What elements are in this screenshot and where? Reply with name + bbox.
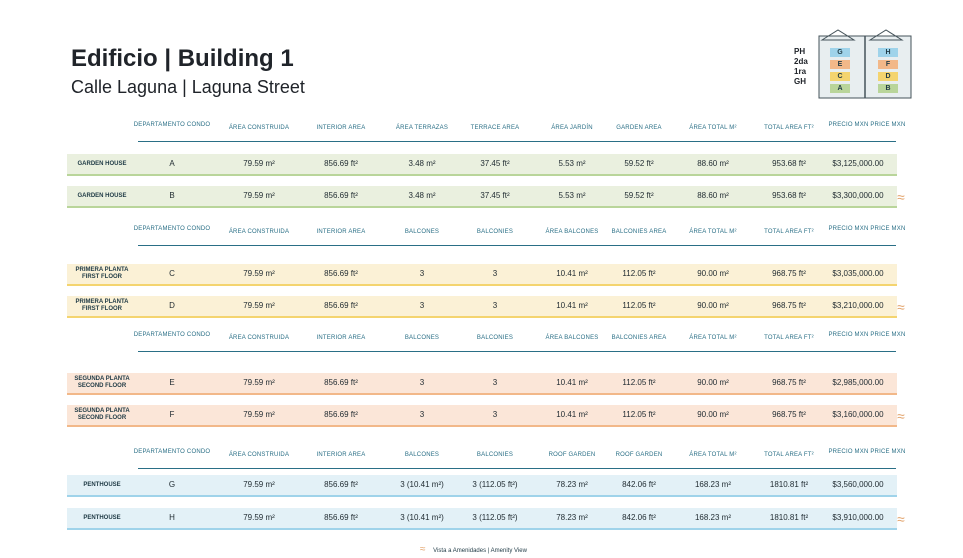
column-header: TOTAL AREA FT²: [764, 452, 814, 458]
table-cell: 856.69 ft²: [324, 269, 358, 278]
wave-icon: ≈: [420, 544, 426, 555]
table-cell: 842.06 ft²: [622, 480, 656, 489]
price-cell: $2,985,000.00: [832, 378, 884, 387]
unit-id: C: [169, 269, 175, 278]
table-cell: 10.41 m²: [556, 378, 588, 387]
unit-id: A: [169, 159, 175, 168]
table-row: [67, 373, 897, 395]
table-cell: 856.69 ft²: [324, 480, 358, 489]
table-cell: 856.69 ft²: [324, 378, 358, 387]
table-cell: 78.23 m²: [556, 513, 588, 522]
table-cell: 3: [492, 301, 498, 310]
table-cell: 3 (112.05 ft²): [472, 480, 518, 489]
table-row: [67, 296, 897, 318]
table-cell: 3 (10.41 m²): [400, 513, 444, 522]
table-cell: 3: [419, 301, 425, 310]
table-cell: 10.41 m²: [556, 410, 588, 419]
row-type-label: PRIMERA PLANTA FIRST FLOOR: [75, 267, 129, 280]
table-cell: 953.68 ft²: [772, 159, 806, 168]
floor-label-gh: GH: [794, 77, 806, 86]
table-cell: 79.59 m²: [243, 410, 275, 419]
price-cell: $3,125,000.00: [832, 159, 884, 168]
diagram-unit-f: F: [878, 60, 898, 69]
footer-legend: [420, 544, 527, 555]
table-cell: 78.23 m²: [556, 480, 588, 489]
table-cell: 842.06 ft²: [622, 513, 656, 522]
table-row: [67, 264, 897, 286]
unit-id: E: [169, 378, 175, 387]
table-cell: 3: [492, 410, 498, 419]
table-cell: 968.75 ft²: [772, 378, 806, 387]
table-cell: 79.59 m²: [243, 191, 275, 200]
column-header: BALCONIES AREA: [611, 335, 667, 341]
table-cell: 856.69 ft²: [324, 159, 358, 168]
column-header: DEPARTAMENTO CONDO: [133, 449, 211, 455]
column-header: ÁREA BALCONES: [545, 229, 599, 235]
table-row: [67, 475, 897, 497]
column-header: ÁREA TOTAL M²: [689, 452, 737, 458]
header-divider: [138, 141, 896, 142]
column-header: ÁREA CONSTRUIDA: [228, 452, 290, 458]
table-cell: 79.59 m²: [243, 301, 275, 310]
column-header: INTERIOR AREA: [316, 125, 366, 131]
column-header: ÁREA BALCONES: [545, 335, 599, 341]
price-cell: $3,910,000.00: [832, 513, 884, 522]
table-cell: 3.48 m²: [408, 191, 436, 200]
table-cell: 3: [492, 269, 498, 278]
table-cell: 79.59 m²: [243, 513, 275, 522]
table-cell: 88.60 m²: [697, 191, 729, 200]
column-header: ÁREA CONSTRUIDA: [228, 229, 290, 235]
table-cell: 1810.81 ft²: [769, 513, 809, 522]
price-cell: $3,160,000.00: [832, 410, 884, 419]
column-header: ÁREA TOTAL M²: [689, 335, 737, 341]
table-cell: 10.41 m²: [556, 301, 588, 310]
column-header: ROOF GARDEN: [615, 452, 663, 458]
amenity-view-wave-icon: ≈: [897, 408, 905, 424]
table-cell: 1810.81 ft²: [769, 480, 809, 489]
column-header: ÁREA CONSTRUIDA: [228, 335, 290, 341]
table-cell: 3: [419, 269, 425, 278]
column-header: TERRACE AREA: [470, 125, 520, 131]
column-header: PRECIO MXN PRICE MXN: [828, 226, 906, 232]
column-header: GARDEN AREA: [616, 125, 662, 131]
table-cell: 168.23 m²: [694, 480, 732, 489]
column-header: ÁREA JARDÍN: [551, 125, 593, 131]
table-cell: 5.53 m²: [558, 159, 586, 168]
column-header: INTERIOR AREA: [316, 452, 366, 458]
column-header: ÁREA TOTAL M²: [689, 229, 737, 235]
table-cell: 3 (112.05 ft²): [472, 513, 518, 522]
column-header: BALCONES: [404, 335, 440, 341]
amenity-view-wave-icon: ≈: [897, 299, 905, 315]
column-header: INTERIOR AREA: [316, 335, 366, 341]
row-type-label: PRIMERA PLANTA FIRST FLOOR: [75, 299, 129, 312]
column-header: BALCONES: [404, 229, 440, 235]
table-cell: 112.05 ft²: [622, 378, 656, 387]
header-divider: [138, 351, 896, 352]
header-divider: [138, 245, 896, 246]
table-cell: 79.59 m²: [243, 269, 275, 278]
amenity-view-wave-icon: ≈: [897, 511, 905, 527]
table-cell: 79.59 m²: [243, 480, 275, 489]
page-subtitle: Calle Laguna | Laguna Street: [71, 77, 305, 97]
table-cell: 856.69 ft²: [324, 410, 358, 419]
table-cell: 168.23 m²: [694, 513, 732, 522]
diagram-unit-c: C: [830, 72, 850, 81]
row-type-label: PENTHOUSE: [83, 514, 121, 521]
column-header: BALCONES: [404, 452, 440, 458]
table-cell: 79.59 m²: [243, 378, 275, 387]
unit-id: G: [168, 480, 176, 489]
table-cell: 37.45 ft²: [480, 191, 510, 200]
table-cell: 953.68 ft²: [772, 191, 806, 200]
table-row: [67, 186, 897, 208]
table-cell: 968.75 ft²: [772, 301, 806, 310]
row-type-label: PENTHOUSE: [83, 481, 121, 488]
table-cell: 3: [419, 378, 425, 387]
column-header: TOTAL AREA FT²: [764, 125, 814, 131]
price-cell: $3,300,000.00: [832, 191, 884, 200]
table-cell: 112.05 ft²: [622, 269, 656, 278]
table-cell: 3 (10.41 m²): [400, 480, 444, 489]
header-divider: [138, 468, 896, 469]
table-row: [67, 154, 897, 176]
footer-text: Vista a Amenidades | Amenity View: [433, 548, 527, 554]
column-header: PRECIO MXN PRICE MXN: [828, 122, 906, 128]
table-cell: 90.00 m²: [697, 410, 729, 419]
floor-label-ph: PH: [794, 47, 806, 56]
table-cell: 90.00 m²: [697, 269, 729, 278]
table-cell: 59.52 ft²: [624, 191, 654, 200]
column-header: DEPARTAMENTO CONDO: [133, 226, 211, 232]
table-cell: 3.48 m²: [408, 159, 436, 168]
floor-label-2: 2da: [794, 57, 808, 66]
diagram-unit-g: G: [830, 48, 850, 57]
unit-id: H: [169, 513, 175, 522]
diagram-unit-b: B: [878, 84, 898, 93]
column-header: TOTAL AREA FT²: [764, 335, 814, 341]
column-header: BALCONIES: [476, 335, 514, 341]
table-cell: 5.53 m²: [558, 191, 586, 200]
column-header: DEPARTAMENTO CONDO: [133, 122, 211, 128]
diagram-unit-h: H: [878, 48, 898, 57]
table-row: [67, 405, 897, 427]
column-header: PRECIO MXN PRICE MXN: [828, 332, 906, 338]
row-type-label: SEGUNDA PLANTA SECOND FLOOR: [74, 376, 130, 389]
table-cell: 112.05 ft²: [622, 410, 656, 419]
column-header: ROOF GARDEN: [548, 452, 596, 458]
table-cell: 112.05 ft²: [622, 301, 656, 310]
table-cell: 79.59 m²: [243, 159, 275, 168]
column-header: DEPARTAMENTO CONDO: [133, 332, 211, 338]
column-header: BALCONIES: [476, 229, 514, 235]
column-header: INTERIOR AREA: [316, 229, 366, 235]
row-type-label: SEGUNDA PLANTA SECOND FLOOR: [74, 408, 130, 421]
price-cell: $3,560,000.00: [832, 480, 884, 489]
amenity-view-wave-icon: ≈: [897, 189, 905, 205]
table-cell: 856.69 ft²: [324, 191, 358, 200]
table-cell: 59.52 ft²: [624, 159, 654, 168]
unit-id: F: [169, 410, 175, 419]
unit-id: B: [169, 191, 175, 200]
diagram-unit-a: A: [830, 84, 850, 93]
diagram-unit-d: D: [878, 72, 898, 81]
table-cell: 856.69 ft²: [324, 301, 358, 310]
row-type-label: GARDEN HOUSE: [77, 192, 127, 199]
column-header: ÁREA CONSTRUIDA: [228, 125, 290, 131]
table-cell: 3: [419, 410, 425, 419]
table-cell: 88.60 m²: [697, 159, 729, 168]
table-cell: 10.41 m²: [556, 269, 588, 278]
table-cell: 968.75 ft²: [772, 410, 806, 419]
column-header: BALCONIES: [476, 452, 514, 458]
table-row: [67, 508, 897, 530]
unit-id: D: [169, 301, 175, 310]
column-header: ÁREA TOTAL M²: [689, 125, 737, 131]
price-cell: $3,035,000.00: [832, 269, 884, 278]
table-cell: 968.75 ft²: [772, 269, 806, 278]
table-cell: 37.45 ft²: [480, 159, 510, 168]
table-cell: 90.00 m²: [697, 301, 729, 310]
price-cell: $3,210,000.00: [832, 301, 884, 310]
column-header: ÁREA TERRAZAS: [395, 125, 449, 131]
table-cell: 90.00 m²: [697, 378, 729, 387]
table-cell: 856.69 ft²: [324, 513, 358, 522]
diagram-unit-e: E: [830, 60, 850, 69]
row-type-label: GARDEN HOUSE: [77, 160, 127, 167]
page-title: Edificio | Building 1: [71, 45, 294, 72]
column-header: BALCONIES AREA: [611, 229, 667, 235]
floor-label-1: 1ra: [794, 67, 807, 76]
column-header: PRECIO MXN PRICE MXN: [828, 449, 906, 455]
building-diagram: [786, 28, 916, 100]
table-cell: 3: [492, 378, 498, 387]
column-header: TOTAL AREA FT²: [764, 229, 814, 235]
